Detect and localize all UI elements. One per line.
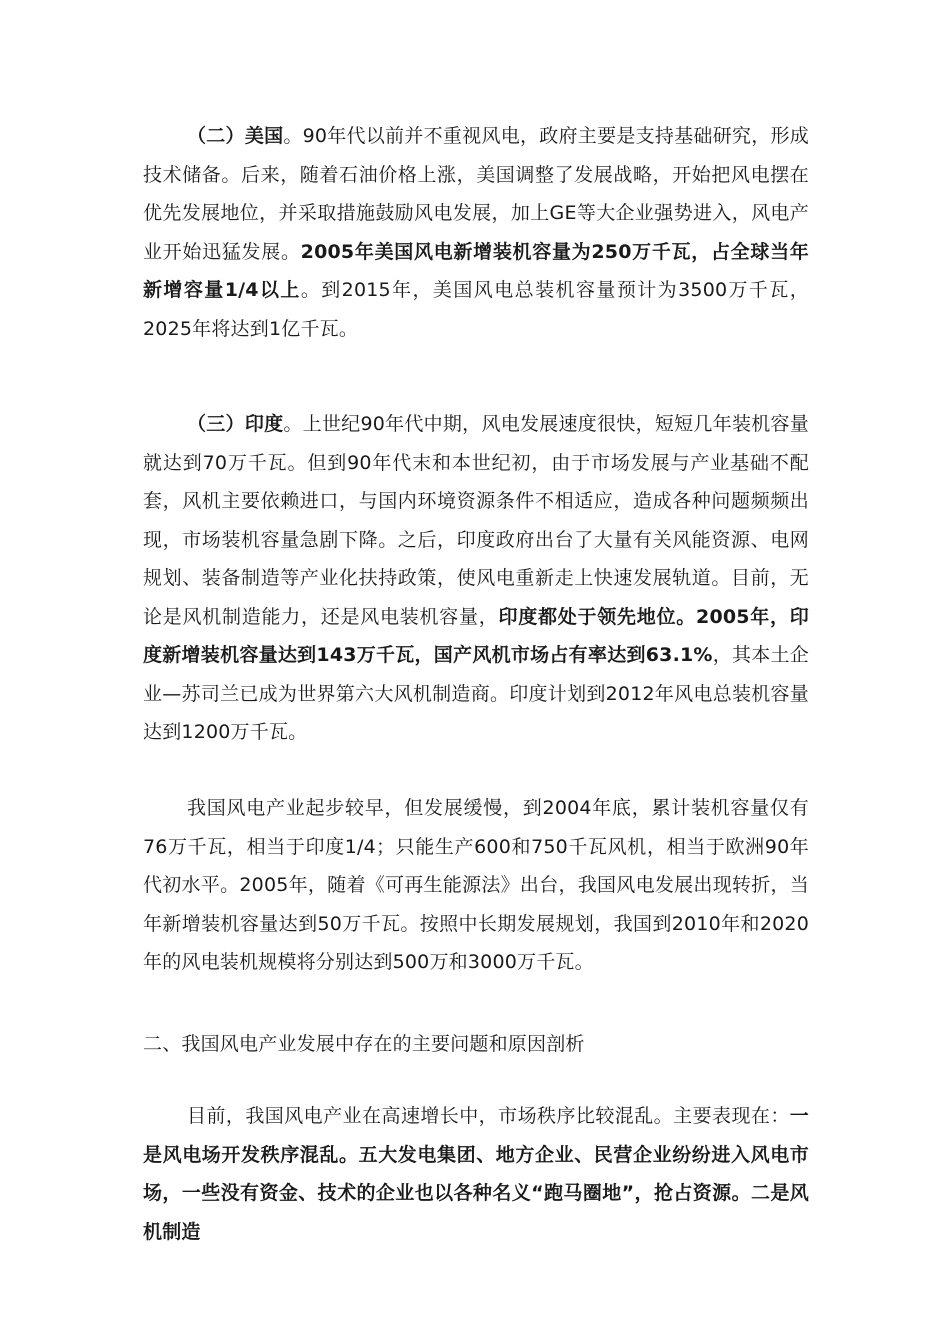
usa-text-2: 。到2015年，美国风电总装机容量预计为3500万千瓦，2025年将达到1亿千瓦。 <box>143 279 809 340</box>
problems-text-1: 目前，我国风电产业在高速增长中，市场秩序比较混乱。主要表现在： <box>187 1105 790 1127</box>
paragraph-usa <box>143 117 809 348</box>
problems-bold-text: 一是风电场开发秩序混乱。五大发电集团、地方企业、民营企业纷纷进入风电市场，一些没有资金、技术的企业也以各种名义“跑马圈地”，抢占资源。二是风机制造 <box>143 1105 809 1243</box>
paragraph-india <box>143 405 809 752</box>
china-text: 我国风电产业起步较早，但发展缓慢，到2004年底，累计装机容量仅有76万千瓦，相当于印度1/4；只能生产600和750千瓦风机，相当于欧洲90年代初水平。2005年，随着《可再生能源法》出台，我国风电发展出现转折，当年新增装机容量达到50万千瓦。按照中长期发展规划，我国到2010年和2020年的风电装机规模将分别达到500万和3000万千瓦。 <box>143 797 809 973</box>
paragraph-china <box>143 789 809 982</box>
paragraph-problems <box>143 1097 809 1251</box>
section-heading <box>143 1025 809 1064</box>
india-bold-text: 印度都处于领先地位。2005年，印度新增装机容量达到143万千瓦，国产风机市场占有率达到63.1% <box>143 605 809 666</box>
usa-text-1: 。90年代以前并不重视风电，政府主要是支持基础研究，形成技术储备。后来，随着石油价格上涨，美国调整了发展战略，开始把风电摆在优先发展地位，并采取措施鼓励风电发展，加上GE等大企业强势进入，风电产业开始迅猛发展。 <box>143 125 809 263</box>
usa-bold-text: 2005年美国风电新增装机容量为250万千瓦，占全球当年新增容量1/4以上 <box>143 240 809 301</box>
section-2-title: 二、我国风电产业发展中存在的主要问题和原因剖析 <box>143 1033 585 1055</box>
usa-heading: （二）美国 <box>187 125 284 147</box>
india-text-1: 。上世纪90年代中期，风电发展速度很快，短短几年装机容量就达到70万千瓦。但到90年代末和本世纪初，由于市场发展与产业基础不配套，风机主要依赖进口，与国内环境资源条件不相适应，造成各种问题频频出现，市场装机容量急剧下降。之后，印度政府出台了大量有关风能资源、电网规划、装备制造等产业化扶持政策，使风电重新走上快速发展轨道。目前，无论是风机制造能力，还是风电装机容量， <box>143 413 809 628</box>
india-text-2: ，其本土企业—苏司兰已成为世界第六大风机制造商。印度计划到2012年风电总装机容量达到1200万千瓦。 <box>143 644 809 743</box>
india-heading: （三）印度 <box>187 413 284 435</box>
